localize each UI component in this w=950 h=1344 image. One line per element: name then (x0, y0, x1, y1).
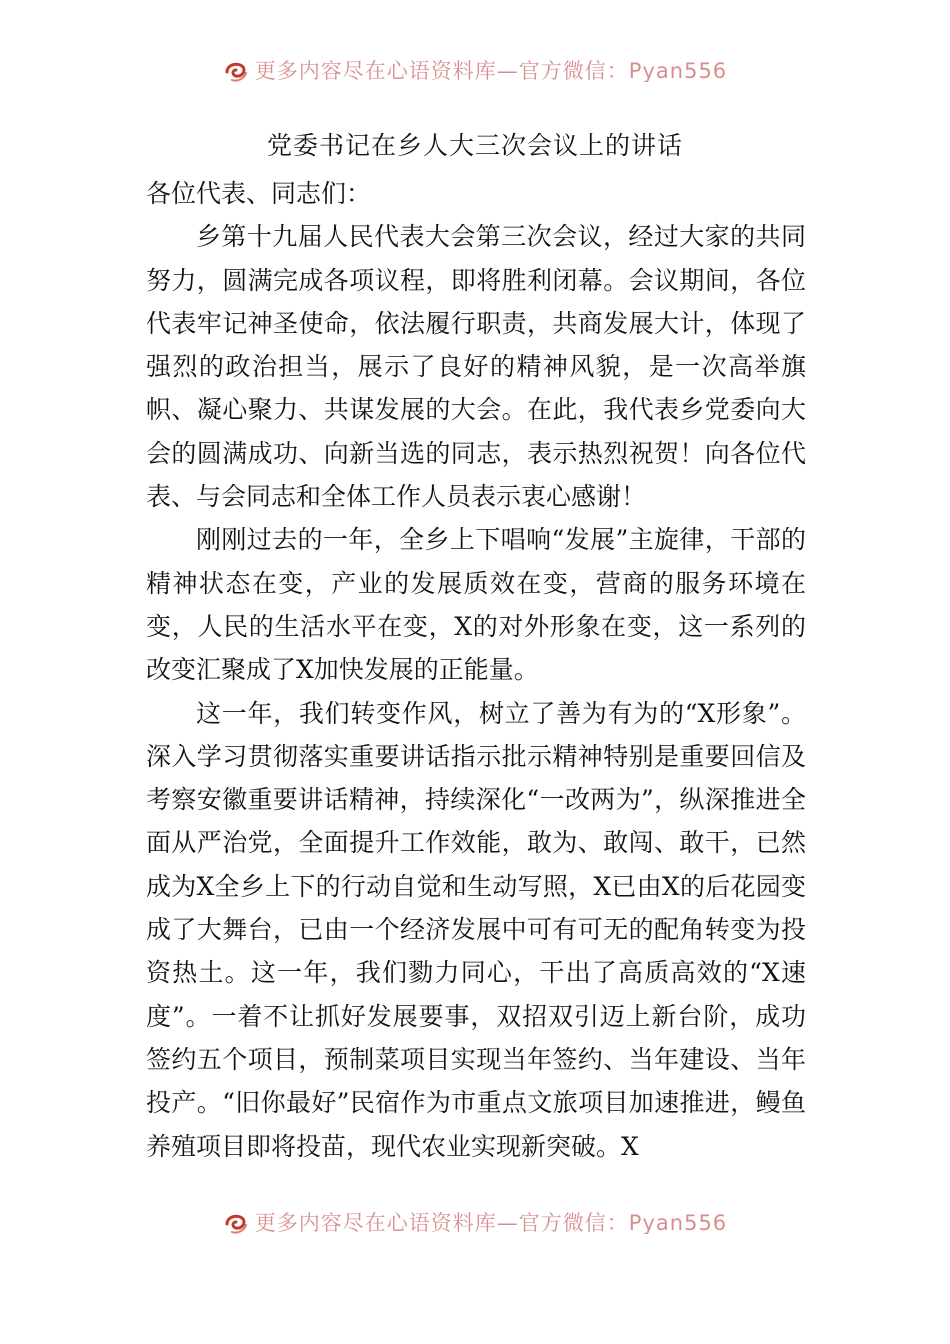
document-body (146, 172, 806, 1168)
header-watermark (0, 56, 950, 82)
watermark-text: 更多内容尽在心语资料库—官方微信：Pyan556 (254, 59, 728, 82)
paragraph: 乡第十九届人民代表大会第三次会议，经过大家的共同努力，圆满完成各项议程，即将胜利闭幕。会议期间，各位代表牢记神圣使命，依法履行职责，共商发展大计，体现了强烈的政治担当，展示了良好的精神风貌，是一次高举旗帜、凝心聚力、共谋发展的大会。在此，我代表乡党委向大会的圆满成功、向新当选的同志，表示热烈祝贺！向各位代表、与会同志和全体工作人员表示衷心感谢！ (146, 222, 806, 512)
footer-watermark (0, 1208, 950, 1234)
watermark-text: 更多内容尽在心语资料库—官方微信：Pyan556 (254, 1211, 728, 1234)
greeting: 各位代表、同志们： (146, 179, 372, 208)
paragraph: 刚刚过去的一年，全乡上下唱响“发展”主旋律，干部的精神状态在变，产业的发展质效在变，营商的服务环境在变，人民的生活水平在变，X的对外形象在变，这一系列的改变汇聚成了X加快发展的正能量。 (146, 525, 806, 685)
red-swirl-logo-icon (223, 1210, 249, 1234)
red-swirl-logo-icon (223, 58, 249, 82)
document-title: 党委书记在乡人大三次会议上的讲话 (266, 131, 683, 160)
paragraph: 这一年，我们转变作风，树立了善为有为的“X形象”。深入学习贯彻落实重要讲话指示批示精神特别是重要回信及考察安徽重要讲话精神，持续深化“一改两为”，纵深推进全面从严治党，全面提升工作效能，敢为、敢闯、敢干，已然成为X全乡上下的行动自觉和生动写照，X已由X的后花园变成了大舞台，已由一个经济发展中可有可无的配角转变为投资热土。这一年，我们勠力同心，干出了高质高效的“X速度”。一着不让抓好发展要事，双招双引迈上新台阶，成功签约五个项目，预制菜项目实现当年签约、当年建设、当年投产。“旧你最好”民宿作为市重点文旅项目加速推进，鳗鱼养殖项目即将投苗，现代农业实现新突破。X (146, 698, 806, 1161)
